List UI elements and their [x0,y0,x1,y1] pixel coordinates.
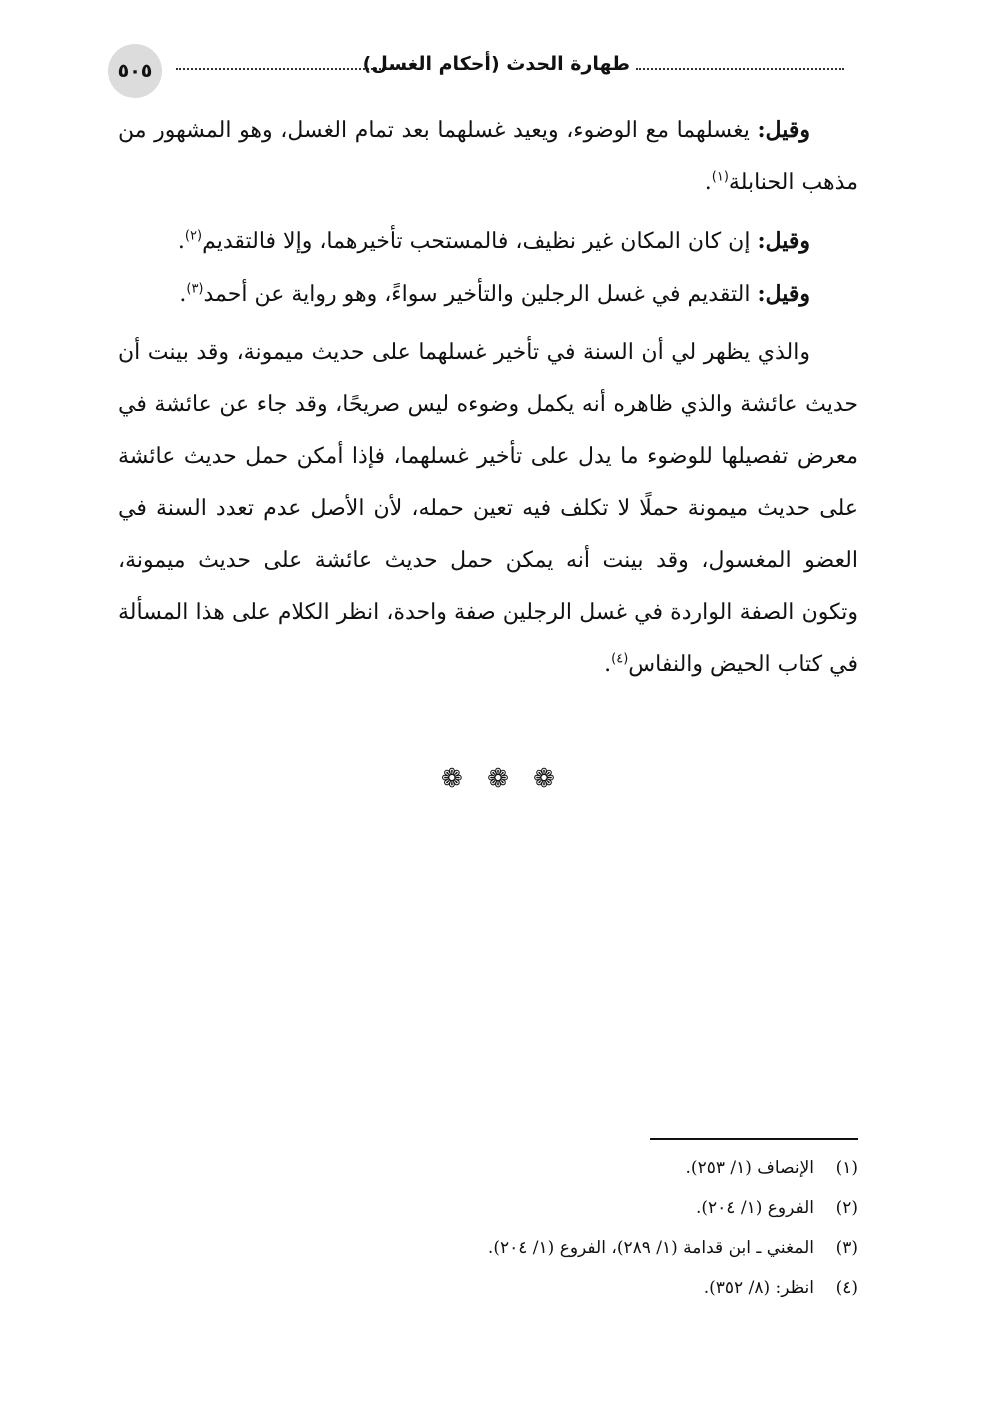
paragraph-4-end: . [604,652,612,677]
paragraph-2-text: إن كان المكان غير نظيف، فالمستحب تأخيرهما، وإلا فالتقديم [202,229,758,254]
footnote-item [118,1188,858,1228]
paragraph-3-end: . [179,282,187,307]
footnote-text: انظر: (٨/ ٣٥٢). [703,1278,814,1298]
footnote-number: (٢) [835,1198,858,1218]
main-text [118,104,858,691]
paragraph-4 [118,327,858,691]
footnote-item [118,1268,858,1308]
footnote-separator [650,1138,858,1140]
footnote-number: (٣) [835,1238,858,1258]
footnote-number: (٤) [835,1278,858,1298]
paragraph-1-end: . [704,170,712,195]
paragraph-1-lead: وقيل: [757,117,810,143]
footnote-ref-3[interactable]: (٣) [186,281,204,297]
footnote-ref-2[interactable]: (٢) [184,228,203,244]
section-end-ornament: ❁ ❁ ❁ [441,764,563,794]
paragraph-3-text: التقديم في غسل الرجلين والتأخير سواءً، وهو رواية عن أحمد [203,282,758,307]
paragraph-2-end: . [177,229,185,254]
footnote-text: المغني ـ ابن قدامة (١/ ٢٨٩)، الفروع (١/ ٢٠٤). [487,1238,814,1258]
footnotes [118,1148,858,1308]
paragraph-3 [118,268,858,321]
header-dotted-leader-right [636,68,844,72]
page-number: ٥٠٥ [108,44,162,98]
chapter-title: طهارة الحدث (أحكام الغسل) [362,53,630,75]
footnote-ref-1[interactable]: (١) [711,169,729,185]
footnote-item [118,1148,858,1188]
paragraph-1 [118,104,858,209]
footnote-ref-4[interactable]: (٤) [611,651,629,667]
paragraph-1-text: يغسلهما مع الوضوء، ويعيد غسلهما بعد تمام الغسل، وهو المشهور من مذهب الحنابلة [118,118,858,195]
footnote-number: (١) [835,1158,858,1178]
paragraph-4-text: والذي يظهر لي أن السنة في تأخير غسلهما على حديث ميمونة، وقد بينت أن حديث عائشة والذي ظاهره أنه يكمل وضوءه ليس صريحًا، وقد جاء عن عائشة في معرض تفصيلها للوضوء ما يدل على تأخير غسلهما، فإذا أمكن حمل حديث عائشة على حديث ميمونة حملًا لا تكلف فيه تعين حمله، لأن الأصل عدم تعدد السنة في العضو المغسول، وقد بينت أنه يمكن حمل حديث عائشة على حديث ميمونة، وتكون الصفة الواردة في غسل الرجلين صفة واحدة، انظر الكلام على هذا المسألة في كتاب الحيض والنفاس [118,340,858,677]
footnote-text: الإنصاف (١/ ٢٥٣). [685,1158,814,1178]
footnote-item [118,1228,858,1268]
running-header [108,44,860,98]
footnote-text: الفروع (١/ ٢٠٤). [695,1198,814,1218]
paragraph-2 [118,215,858,268]
paragraph-2-lead: وقيل: [757,228,810,254]
paragraph-3-lead: وقيل: [757,281,810,307]
header-dotted-leader-left [176,68,384,72]
